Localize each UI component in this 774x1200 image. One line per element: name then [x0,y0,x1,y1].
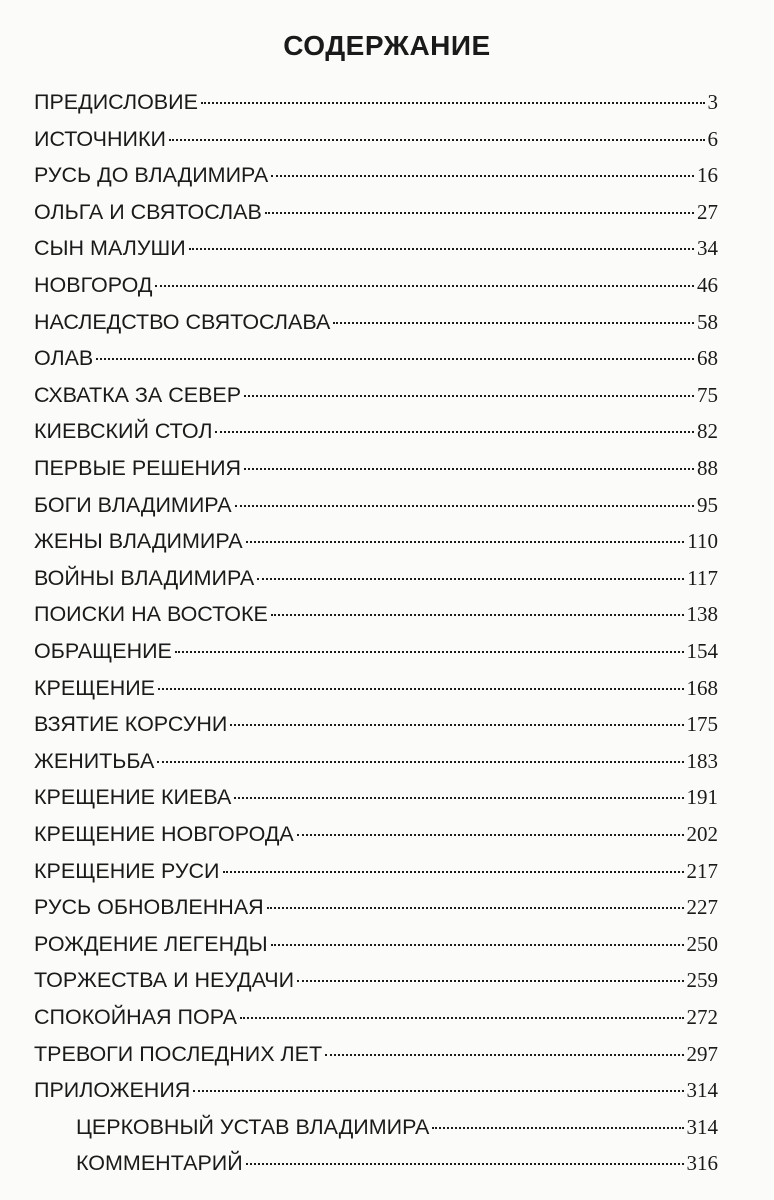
toc-entry-title: ТРЕВОГИ ПОСЛЕДНИХ ЛЕТ [34,1042,323,1066]
toc-entry-title: РУСЬ ДО ВЛАДИМИРА [34,163,269,187]
toc-entry-page-number: 3 [707,90,718,114]
toc-dot-leader [271,614,684,616]
toc-dot-leader [244,395,694,397]
toc-dot-leader [189,248,694,250]
toc-entry-page-number: 16 [697,163,718,187]
toc-entry-page-number: 316 [686,1151,718,1175]
toc-dot-leader [325,1054,683,1056]
toc-entry-page-number: 75 [697,383,718,407]
toc-dot-leader [193,1090,683,1092]
toc-entry-title: СХВАТКА ЗА СЕВЕР [34,383,242,407]
toc-entry-page-number: 68 [697,346,718,370]
toc-entry-page-number: 227 [686,895,718,919]
toc-entry[interactable] [76,1113,718,1143]
toc-entry-page-number: 314 [686,1078,718,1102]
toc-entry[interactable] [34,88,718,118]
toc-dot-leader [271,175,694,177]
toc-entry-title: СЫН МАЛУШИ [34,236,186,260]
toc-entry-page-number: 46 [697,273,718,297]
toc-dot-leader [267,907,684,909]
toc-entry-title: ОЛЬГА И СВЯТОСЛАВ [34,200,262,224]
toc-entry[interactable] [34,308,718,338]
toc-entry-title: ЖЕНИТЬБА [34,749,155,773]
toc-entry-title: КРЕЩЕНИЕ КИЕВА [34,785,232,809]
toc-entry[interactable] [34,1040,718,1070]
toc-entry-title: КРЕЩЕНИЕ НОВГОРОДА [34,822,294,846]
toc-entry-page-number: 88 [697,456,718,480]
toc-entry-title: ЖЕНЫ ВЛАДИМИРА [34,529,243,553]
toc-entry[interactable] [34,966,718,996]
toc-entry-title: НОВГОРОД [34,273,153,297]
toc-dot-leader [175,651,684,653]
toc-entry[interactable] [34,344,718,374]
toc-entry-page-number: 27 [697,200,718,224]
toc-entry-title: ИСТОЧНИКИ [34,127,166,151]
toc-dot-leader [333,322,694,324]
toc-dot-leader [169,139,705,141]
toc-entry-title: БОГИ ВЛАДИМИРА [34,493,232,517]
toc-entry-page-number: 259 [686,968,718,992]
toc-dot-leader [201,102,705,104]
toc-dot-leader [246,1163,684,1165]
toc-dot-leader [432,1127,683,1129]
toc-entry-page-number: 117 [687,566,718,590]
page-title: СОДЕРЖАНИЕ [283,30,491,61]
toc-entry-page-number: 138 [686,602,718,626]
toc-entry[interactable] [34,1003,718,1033]
toc-entry-page-number: 95 [697,493,718,517]
toc-entry-page-number: 6 [707,127,718,151]
toc-entry-page-number: 183 [686,749,718,773]
toc-entry[interactable] [34,783,718,813]
toc-entry-page-number: 217 [686,859,718,883]
toc-entry[interactable] [34,930,718,960]
toc-dot-leader [297,834,684,836]
toc-dot-leader [157,761,683,763]
toc-entry[interactable] [34,1076,718,1106]
toc-entry-title: ВОЙНЫ ВЛАДИМИРА [34,566,255,590]
toc-dot-leader [240,1017,684,1019]
toc-entry-title: КОММЕНТАРИЙ [76,1151,243,1175]
toc-entry[interactable] [34,820,718,850]
toc-entry[interactable] [34,710,718,740]
toc-entry[interactable] [34,491,718,521]
toc-dot-leader [230,724,683,726]
toc-dot-leader [271,944,684,946]
toc-dot-leader [297,980,683,982]
toc-dot-leader [257,578,684,580]
toc-dot-leader [155,285,694,287]
toc-entry-title: НАСЛЕДСТВО СВЯТОСЛАВА [34,310,331,334]
toc-entry-title: ОЛАВ [34,346,94,370]
toc-entry-title: ПРЕДИСЛОВИЕ [34,90,198,114]
toc-dot-leader [265,212,694,214]
toc-entry-page-number: 191 [686,785,718,809]
toc-dot-leader [244,468,694,470]
toc-entry-page-number: 250 [686,932,718,956]
toc-entry[interactable] [34,637,718,667]
toc-entry[interactable] [34,527,718,557]
toc-entry[interactable] [34,381,718,411]
toc-entry[interactable] [34,271,718,301]
toc-dot-leader [96,358,694,360]
toc-entry[interactable] [34,417,718,447]
toc-dot-leader [246,541,685,543]
toc-entry-title: ЦЕРКОВНЫЙ УСТАВ ВЛАДИМИРА [76,1115,430,1139]
toc-entry[interactable] [34,674,718,704]
toc-entry-page-number: 314 [686,1115,718,1139]
toc-entry-title: ПРИЛОЖЕНИЯ [34,1078,191,1102]
toc-entry-page-number: 168 [686,676,718,700]
toc-entry-page-number: 297 [686,1042,718,1066]
toc-entry-page-number: 272 [686,1005,718,1029]
toc-entry-page-number: 82 [697,419,718,443]
toc-entry[interactable] [34,161,718,191]
toc-entry[interactable] [34,893,718,923]
toc-entry[interactable] [34,600,718,630]
toc-entry-page-number: 34 [697,236,718,260]
toc-entry[interactable] [76,1149,718,1179]
toc-entry-title: РУСЬ ОБНОВЛЕННАЯ [34,895,264,919]
toc-entry-title: ТОРЖЕСТВА И НЕУДАЧИ [34,968,295,992]
toc-dot-leader [158,688,683,690]
toc-entry-title: ПЕРВЫЕ РЕШЕНИЯ [34,456,242,480]
toc-entry[interactable] [34,564,718,594]
toc-entry-title: ВЗЯТИЕ КОРСУНИ [34,712,228,736]
toc-entry-title: КИЕВСКИЙ СТОЛ [34,419,213,443]
toc-entry-title: КРЕЩЕНИЕ [34,676,156,700]
toc-entry[interactable] [34,234,718,264]
toc-entry-title: ОБРАЩЕНИЕ [34,639,172,663]
toc-entry[interactable] [34,857,718,887]
toc-dot-leader [215,431,694,433]
toc-entry[interactable] [34,454,718,484]
toc-entry[interactable] [34,198,718,228]
toc-entry-page-number: 58 [697,310,718,334]
toc-entry[interactable] [34,125,718,155]
toc-dot-leader [223,871,684,873]
toc-entry-title: ПОИСКИ НА ВОСТОКЕ [34,602,268,626]
toc-dot-leader [234,797,683,799]
toc-entry-title: КРЕЩЕНИЕ РУСИ [34,859,220,883]
toc-entry-page-number: 110 [687,529,718,553]
toc-entry-page-number: 202 [686,822,718,846]
toc-entry-page-number: 175 [686,712,718,736]
toc-entry-title: РОЖДЕНИЕ ЛЕГЕНДЫ [34,932,268,956]
toc-entry-title: СПОКОЙНАЯ ПОРА [34,1005,237,1029]
toc-dot-leader [235,505,694,507]
toc-entry-page-number: 154 [686,639,718,663]
toc-entry[interactable] [34,747,718,777]
